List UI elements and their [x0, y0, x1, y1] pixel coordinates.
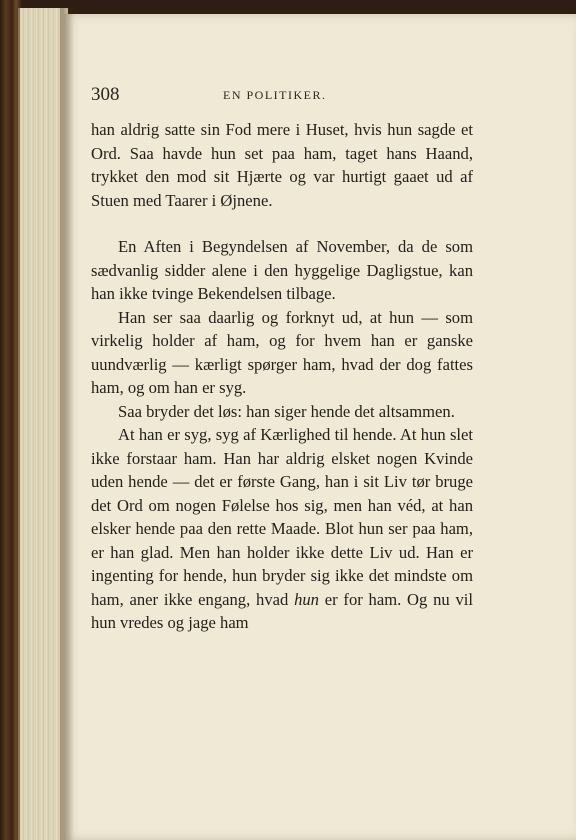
paragraph-4: Saa bryder det løs: han siger hende det altsammen.	[118, 401, 455, 421]
paragraph-5	[91, 423, 473, 635]
paragraph-3: Han ser saa daarlig og forknyt ud, at hun — som virkelig holder af ham, og for hvem han er ganske uundværlig — kærligt spørger ham, hvad der dog fattes ham, og om han er syg.	[91, 307, 473, 397]
page-header	[91, 84, 421, 108]
emphasis-word: hun	[294, 589, 319, 609]
body-text	[91, 118, 473, 635]
page-number: 308	[91, 84, 120, 105]
paragraph-1: han aldrig satte sin Fod mere i Huset, hvis hun sagde et Ord. Saa havde hun set paa ham, taget hans Haand, trykket den mod sit Hjærte og var hurtigt gaaet ud af Stuen med Taarer i Øjnene.	[91, 120, 473, 210]
paragraph-5-text-before: At han er syg, syg af Kærlighed til hende. At hun slet ikke forstaar ham. Han har aldrig elsket nogen Kvinde uden hende — det er første Gang, han i sit Liv tør bruge det Ord om nogen Følelse hos sig, men han véd, at han elsker hende paa den rette Maade. Blot hun ser paa ham, er han glad. Men han holder ikke dette Liv ud. Han er ingenting for hende, hun bryder sig ikke det mindste om ham, aner ikke engang, hvad	[91, 425, 473, 609]
paragraph-5-text-after: er for ham. Og nu vil hun vredes og jage ham	[91, 589, 474, 632]
running-head: EN POLITIKER.	[223, 88, 327, 102]
spine-shadow	[60, 8, 74, 840]
paragraph-2: En Aften i Begyndelsen af November, da de som sædvanlig sidder alene i den hyggelige Dagligstue, kan han ikke tvinge Bekendelsen tilbage.	[91, 237, 473, 303]
